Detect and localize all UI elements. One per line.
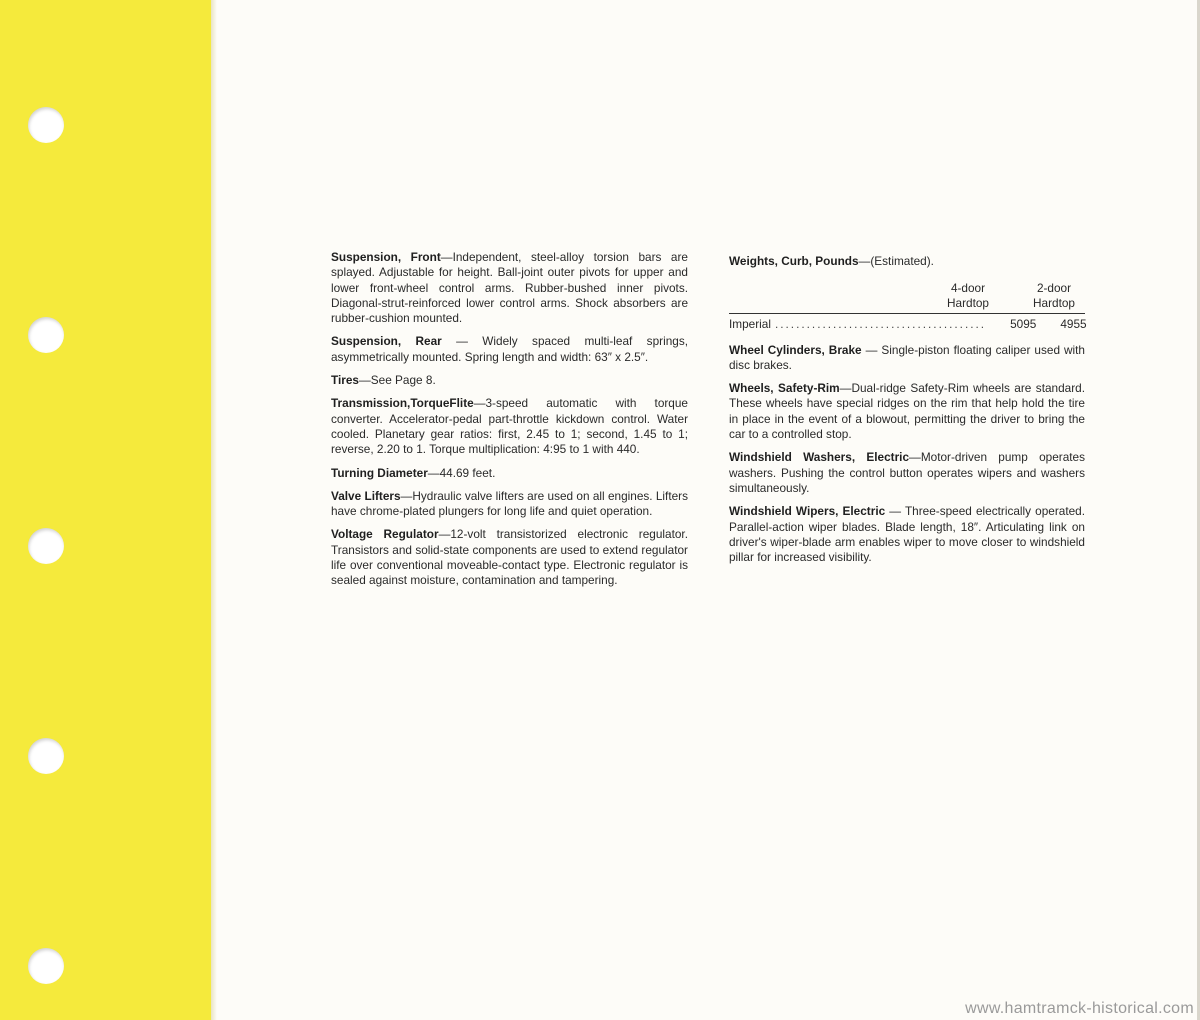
spec-term: Suspension, Rear [331,334,442,349]
column-header-line: Hardtop [1033,296,1075,311]
spec-entry [729,381,1085,442]
binder-hole [28,948,64,984]
spec-term: Suspension, Front [331,250,441,264]
spec-term: Transmission,TorqueFlite [331,396,474,411]
page-gutter-shadow [211,0,217,1020]
spec-text: —12-volt transistorized electronic regulator. Transistors and solid-state components are used to extend regulator life over conventional moveable-contact type. Electronic regulator is sealed against moisture, contamination and tampering. [331,527,688,588]
spec-term: Windshield Wipers, Electric [729,504,886,519]
spec-text: — Widely spaced multi-leaf springs, asymmetrically mounted. Spring length and width: 63″ x 2.5″. [331,334,688,364]
spec-text: —Dual-ridge Safety-Rim wheels are standard. These wheels have special ridges on the rim that help hold the tire in place in the event of a blowout, permitting the driver to bring the car to a controlled stop. [729,381,1085,442]
spec-entry [331,466,688,481]
leader-dots: ........................................ [774,317,987,332]
spec-entry [331,334,688,365]
yellow-binder-strip [0,0,211,1020]
column-header-line: Hardtop [947,296,989,311]
spec-text: —3-speed automatic with torque converter. Accelerator-pedal part-throttle kickdown control. Water cooled. Planetary gear ratios: first, 2.45 to 1; second, 1.45 to 1; reverse, 2.20 to 1. Torque multiplication: 4:95 to 1 with 440. [331,396,688,457]
spec-text: — Three-speed electrically operated. Parallel-action wiper blades. Blade length, 18″. Articulating link on driver's wiper-blade arm enables wiper to move closer to windshield pillar for increased visibility. [729,504,1086,565]
table-rule [729,313,1085,314]
spec-entry [331,489,688,520]
column-header-line: 4-door [950,281,986,296]
right-spec-column [729,254,1085,573]
spec-entry [729,450,1085,496]
spec-text: — Single-piston floating caliper used with disc brakes. [729,342,1085,372]
spec-entry [331,527,688,588]
table-row [729,317,1085,332]
spec-term: Turning Diameter [331,465,428,480]
spec-text: —44.69 feet. [427,465,496,480]
column-header [1023,281,1085,311]
spec-text: —Hydraulic valve lifters are used on all engines. Lifters have chrome-plated plungers for long life and quiet operation. [331,488,688,519]
spec-term: Valve Lifters [331,488,401,503]
left-spec-column [331,250,688,597]
spec-entry [331,250,688,326]
spec-term: Weights, Curb, Pounds [729,254,859,268]
binder-hole [28,738,64,774]
binder-hole [28,107,64,143]
spec-text: —Motor-driven pump operates washers. Pushing the control button operates wipers and washers simultaneously. [729,450,1085,495]
binder-hole [28,317,64,353]
spec-text: —Independent, steel-alloy torsion bars are splayed. Adjustable for height. Ball-joint outer pivots for upper and lower front-wheel control arms. Rubber-bushed inner pivots. Diagonal-strut-reinforced lower control arms. Shock absorbers are rubber-cushion mounted. [331,250,688,326]
spec-text: —(Estimated). [858,254,934,268]
row-label: Imperial [729,317,771,332]
spec-term: Wheel Cylinders, Brake [729,342,862,357]
cell-value: 5095 [1010,317,1037,332]
weights-table-header [729,281,1085,311]
weights-table [729,281,1085,332]
spec-entry [729,504,1085,565]
spec-term: Wheels, Safety-Rim [729,381,840,396]
column-header [937,281,999,311]
spec-term: Voltage Regulator [331,527,439,542]
spec-entry [729,343,1085,374]
watermark-link[interactable]: www.hamtramck-historical.com [965,1000,1194,1017]
spec-text: —See Page 8. [358,373,436,388]
spec-term: Windshield Washers, Electric [729,450,910,465]
cell-value: 4955 [1060,317,1087,332]
weights-heading [729,254,1085,269]
spec-entry [331,396,688,457]
spec-entry [331,373,688,388]
spec-term: Tires [331,373,359,388]
binder-hole [28,528,64,564]
column-header-line: 2-door [1036,281,1072,296]
